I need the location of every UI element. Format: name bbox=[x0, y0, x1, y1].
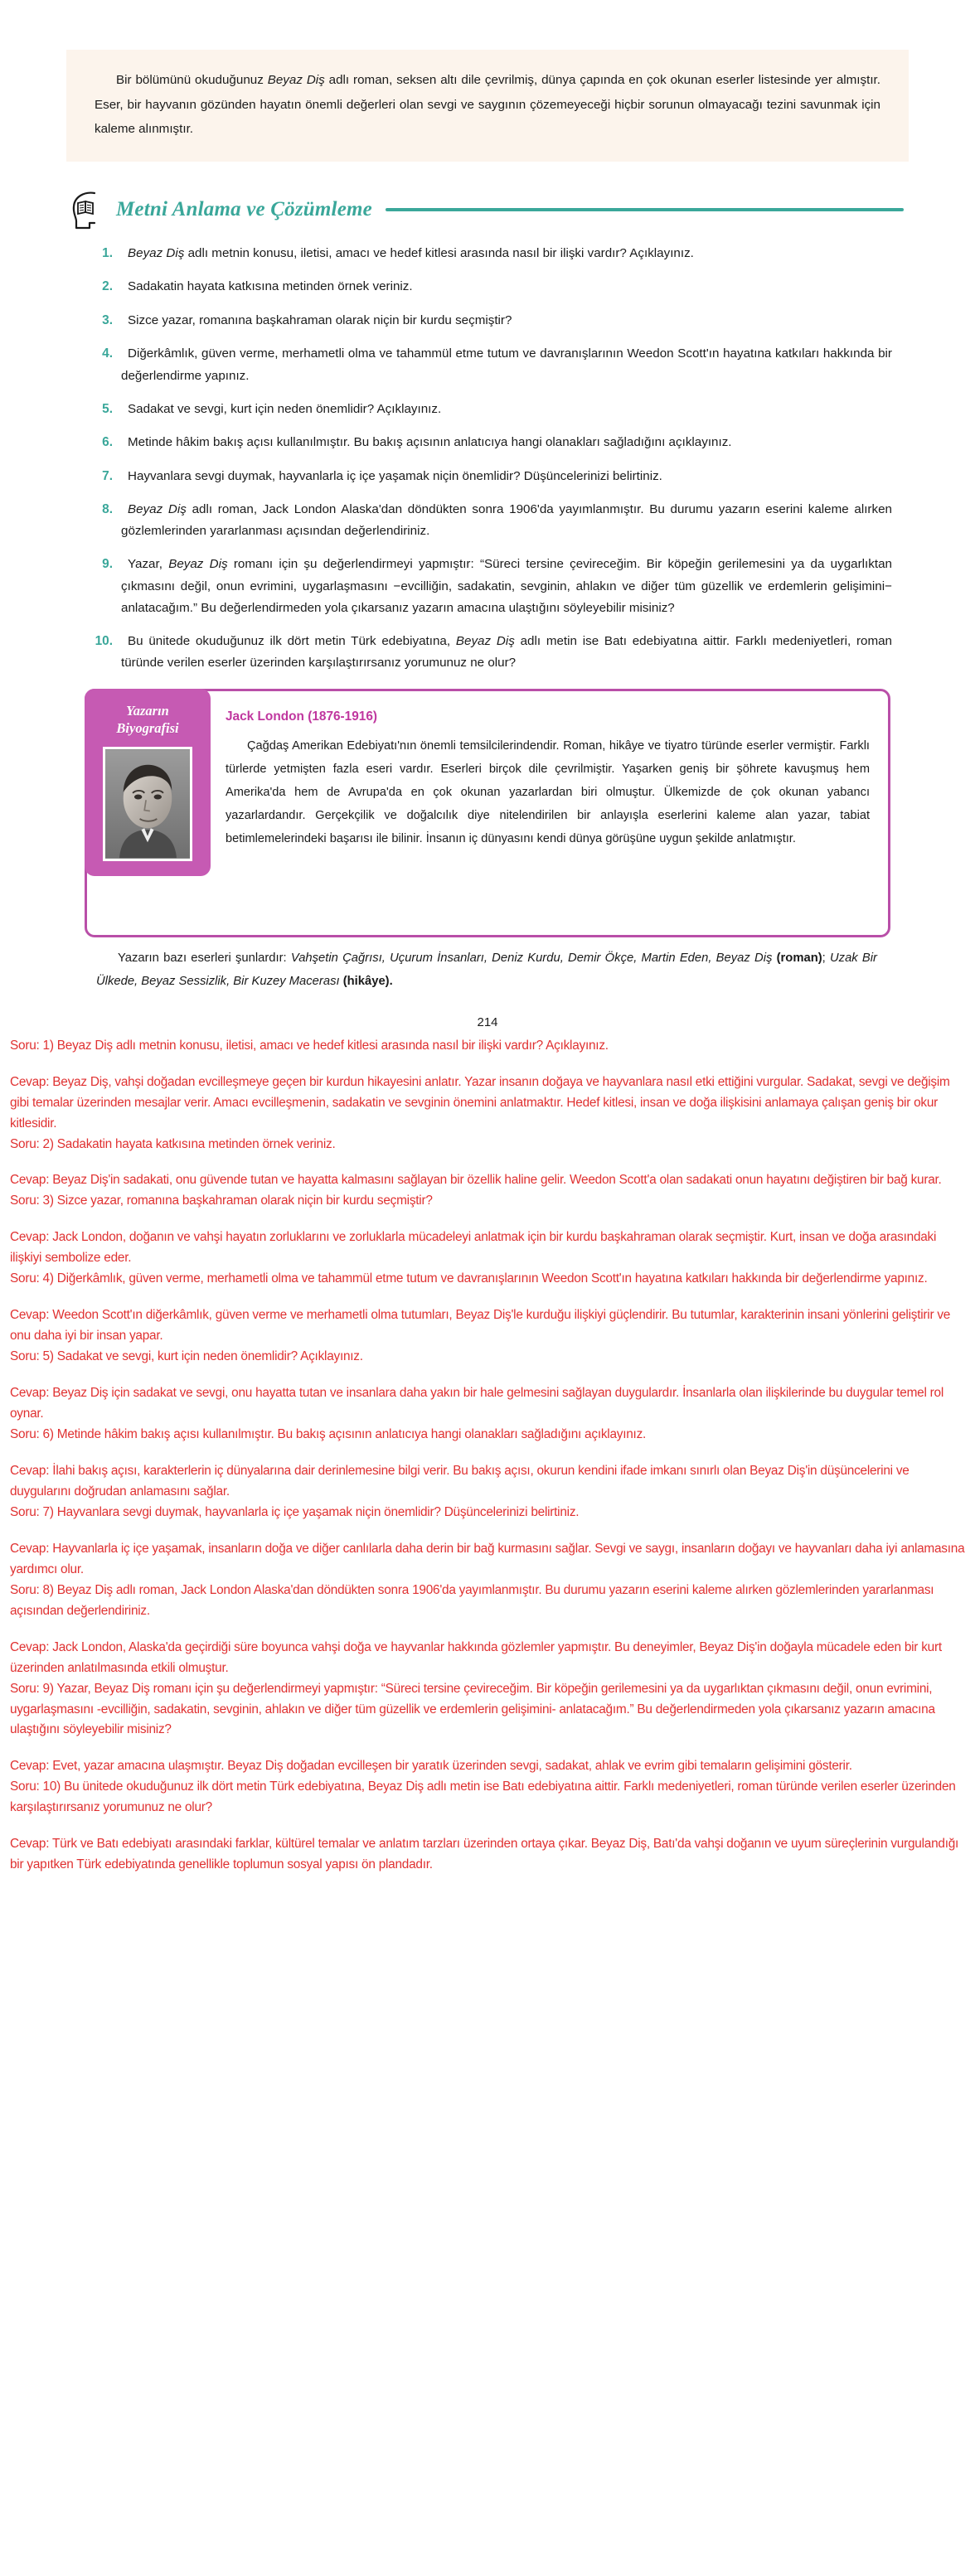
answer-key-section bbox=[0, 1036, 975, 1896]
question-text-pre: Hayvanlara sevgi duymak, hayvanlarla iç içe yaşamak niçin önemlidir? Düşüncelerinizi belirtiniz. bbox=[128, 468, 662, 483]
answer-question: Soru: 9) Yazar, Beyaz Diş romanı için şu değerlendirmeyi yapmıştır: “Süreci tersine çevireceğim. Bir köpeğin gerilemesini ya da uygarlıktan çıkmasını değil, onun evrimini, uygarlaşmasını -evcilliğin, sadakatin, sevginin, ahlakın ve diğer tüm güzellik ve erdemlerin gelişimini- anlatacağım.” Bu değerlendirmeden yola çıkarsanız yazarın amacına ulaştığını söyleyebilir misiniz? bbox=[10, 1681, 935, 1737]
answer-question: Soru: 4) Diğerkâmlık, güven verme, merhametli olma ve tahammül etme tutum ve davranışlarının Weedon Scott'ın hayatına katkıları hakkında bir değerlendirme yapınız. bbox=[10, 1271, 928, 1286]
answer-group bbox=[7, 1777, 968, 1876]
question-text-post: adlı roman, Jack London Alaska'dan döndükten sonra 1906'da yayımlanmıştır. Bu durumu yazarın eserini kaleme alırken gözlemlerinden yararlanması açısından değerlendiriniz. bbox=[121, 502, 892, 539]
question-text bbox=[121, 432, 892, 453]
question-text bbox=[121, 399, 892, 420]
works-separator: ; bbox=[822, 951, 830, 966]
page-number: 214 bbox=[477, 1014, 498, 1029]
biography-panel-title-line2: Biyografisi bbox=[116, 720, 179, 737]
answer-response: Cevap: İlahi bakış açısı, karakterlerin iç dünyalarına dair derinlemesine bilgi verir. Bu bakış açısı, okurun kendini ifade imkanı sınırlı olan Beyaz Diş'in düşüncelerini ve duygularını doğrudan anlamasını sağlar. bbox=[10, 1463, 910, 1499]
intro-highlight-box bbox=[66, 50, 909, 162]
answer-question: Soru: 2) Sadakatin hayata katkısına metinden örnek veriniz. bbox=[10, 1136, 336, 1151]
answer-question: Soru: 3) Sizce yazar, romanına başkahraman olarak niçin bir kurdu seçmiştir? bbox=[10, 1194, 433, 1208]
question-number: 9. bbox=[102, 557, 113, 572]
answer-response: Cevap: Beyaz Diş için sadakat ve sevgi, onu hayatta tutan ve insanlara daha yakın bir hale gelmesini sağlayan duygulardır. İnsanlarla olan ilişkilerinde bu duygular temel rol oynar. bbox=[10, 1386, 944, 1421]
section-rule bbox=[386, 208, 904, 211]
answer-question: Soru: 5) Sadakat ve sevgi, kurt için neden önemlidir? Açıklayınız. bbox=[10, 1349, 363, 1364]
question-text-italic: Beyaz Diş bbox=[168, 557, 228, 572]
biography-text-panel bbox=[211, 691, 888, 935]
question-list bbox=[66, 243, 909, 674]
answer-group bbox=[7, 1036, 968, 1135]
question-item bbox=[85, 310, 892, 332]
works-novels-label: (roman) bbox=[776, 951, 822, 966]
question-number: 7. bbox=[102, 468, 113, 483]
question-text-pre: Bu ünitede okuduğunuz ilk dört metin Türk edebiyatına, bbox=[128, 633, 456, 648]
intro-paragraph bbox=[95, 68, 880, 142]
answer-group bbox=[7, 1679, 968, 1778]
answer-response: Cevap: Weedon Scott'ın diğerkâmlık, güven verme ve merhametli olma tutumları, Beyaz Diş'le kurduğu ilişkiyi güçlendirir. Bu tutumlar, karakterinin insani yönlerini geliştirir ve onu daha iyi bir insan yapar. bbox=[10, 1308, 951, 1344]
biography-panel-title-line1: Yazarın bbox=[126, 703, 169, 719]
question-item bbox=[85, 499, 892, 542]
question-item bbox=[85, 343, 892, 386]
intro-text-part1: Bir bölümünü okuduğunuz bbox=[116, 73, 268, 87]
answer-group bbox=[7, 1347, 968, 1425]
question-number: 10. bbox=[95, 633, 113, 648]
question-item bbox=[85, 399, 892, 420]
question-number: 8. bbox=[102, 502, 113, 517]
question-text-pre: Sizce yazar, romanına başkahraman olarak niçin bir kurdu seçmiştir? bbox=[128, 312, 512, 327]
section-heading bbox=[66, 190, 909, 230]
question-item bbox=[85, 432, 892, 453]
question-text bbox=[121, 310, 892, 332]
question-text-post: romanı için şu değerlendirmeyi yapmıştır: “Süreci tersine çevireceğim. Bir köpeğin gerilemesini ya da uygarlıktan çıkmasını değil, onun evrimini, uygarlaşmasını −evcilliğin, sadakatin, sevginin, ahlakın ve diğer tüm güzellik ve erdemlerin gelişimini− anlatacağım.” Bu değerlendirmeden yola çıkarsanız yazarın amacına ulaştığını söyleyebilir misiniz? bbox=[121, 557, 892, 615]
works-stories-italic: Uzak Bir Ülkede, Beyaz Sessizlik, Bir Kuzey Macerası bbox=[96, 951, 877, 988]
question-text-italic: Beyaz Diş bbox=[128, 245, 185, 260]
question-text bbox=[121, 499, 892, 542]
question-text bbox=[121, 631, 892, 674]
intro-book-title: Beyaz Diş bbox=[267, 73, 325, 87]
question-text bbox=[121, 466, 892, 487]
biography-paragraph: Çağdaş Amerikan Edebiyatı'nın önemli temsilcilerindendir. Roman, hikâye ve tiyatro türünde eserler vermiştir. Farklı türlerde yetmişten fazla eseri vardır. Eserleri birçok dile çevrilmiştir. Yaşarken geniş bir şöhrete kavuşmuş hem Amerika'da hem de Avrupa'da en çok okunan yazarlardan biri olmuştur. Ülkemizde de çok okunan yabancı yazarlardandır. Gerçekçilik ve doğalcılık diye nitelendirilen bir anlayışla eserlerini kaleme alan yazar, tabiat betimlemelerindeki başarısı ile bilinir. İnsanın iç dünyasını kendi dünya görüşüne uygun şekilde anlatmıştır. bbox=[226, 738, 870, 845]
question-number: 3. bbox=[102, 312, 113, 327]
head-with-book-icon bbox=[70, 190, 108, 230]
section-title: Metni Anlama ve Çözümleme bbox=[116, 197, 372, 220]
answer-group bbox=[7, 1191, 968, 1269]
author-name-and-dates: Jack London (1876-1916) bbox=[226, 709, 378, 724]
answer-response: Cevap: Türk ve Batı edebiyatı arasındaki farklar, kültürel temalar ve anlatım tarzları üzerinden ortaya çıkar. Beyaz Diş, Batı'da vahşi doğanın ve uyum süreçlerinin vurgulandığı bir yapıtken Türk edebiyatında genellikle toplumun sosyal yapısı ön plandadır. bbox=[10, 1837, 959, 1872]
answer-question: Soru: 1) Beyaz Diş adlı metnin konusu, iletisi, amacı ve hedef kitlesi arasında nasıl bir ilişki vardır? Açıklayınız. bbox=[10, 1038, 609, 1053]
question-item bbox=[85, 466, 892, 487]
question-text bbox=[121, 276, 892, 298]
answer-question: Soru: 6) Metinde hâkim bakış açısı kullanılmıştır. Bu bakış açısının anlatıcıya hangi olanakları sağladığını açıklayınız. bbox=[10, 1427, 647, 1442]
question-item bbox=[85, 631, 892, 674]
biography-panel-title bbox=[116, 702, 178, 737]
biography-label-panel bbox=[85, 689, 211, 876]
answer-response: Cevap: Beyaz Diş'in sadakati, onu güvende tutan ve hayatta kalmasını sağlayan bir özellik haline gelir. Weedon Scott'a olan sadakati onun hayatını değiştiren bir bağ kurar. bbox=[10, 1173, 942, 1188]
question-text-pre: Yazar, bbox=[128, 557, 169, 572]
question-text bbox=[121, 554, 892, 618]
question-item bbox=[85, 276, 892, 298]
question-text-post: adlı metnin konusu, iletisi, amacı ve hedef kitlesi arasında nasıl bir ilişki vardır? Açıklayınız. bbox=[184, 245, 694, 260]
answer-response: Cevap: Hayvanlarla iç içe yaşamak, insanların doğa ve diğer canlılarla daha derin bir bağ kurmasını sağlar. Sevgi ve saygı, insanların doğayı ve hayvanları daha iyi anlamasına yardımcı olur. bbox=[10, 1541, 965, 1576]
question-text-italic: Beyaz Diş bbox=[128, 502, 187, 517]
works-lead-text: Yazarın bazı eserleri şunlardır: bbox=[118, 951, 291, 966]
question-item bbox=[85, 554, 892, 618]
question-number: 4. bbox=[102, 346, 113, 361]
answer-group bbox=[7, 1425, 968, 1503]
answer-group bbox=[7, 1503, 968, 1581]
question-text-pre: Sadakat ve sevgi, kurt için neden önemlidir? Açıklayınız. bbox=[128, 401, 442, 416]
author-biography-card bbox=[85, 689, 890, 937]
question-text-pre: Diğerkâmlık, güven verme, merhametli olma ve tahammül etme tutum ve davranışlarının Weedon Scott'ın hayatına katkıları hakkında bir değerlendirme yapınız. bbox=[121, 346, 892, 383]
question-text-italic: Beyaz Diş bbox=[455, 633, 515, 648]
answer-question: Soru: 7) Hayvanlara sevgi duymak, hayvanlarla iç içe yaşamak niçin önemlidir? Düşüncelerinizi belirtiniz. bbox=[10, 1504, 580, 1519]
answer-group bbox=[7, 1581, 968, 1679]
answer-group bbox=[7, 1269, 968, 1347]
question-number: 6. bbox=[102, 435, 113, 450]
question-text-pre: Metinde hâkim bakış açısı kullanılmıştır. Bu bakış açısının anlatıcıya hangi olanakları sağladığını açıklayınız. bbox=[128, 435, 732, 450]
works-novels-italic: Vahşetin Çağrısı, Uçurum İnsanları, Deniz Kurdu, Demir Ökçe, Martin Eden, Beyaz Diş bbox=[290, 951, 777, 966]
answer-response: Cevap: Jack London, doğanın ve vahşi hayatın zorluklarını ve zorluklarla mücadeleyi anlatmak için bir kurdu başkahraman olarak seçmiştir. Kurt, insan ve doğa arasındaki ilişkiyi sembolize eder. bbox=[10, 1230, 937, 1266]
works-stories-label: (hikâye). bbox=[342, 974, 393, 988]
question-number: 5. bbox=[102, 401, 113, 416]
answer-response: Cevap: Jack London, Alaska'da geçirdiği süre boyunca vahşi doğa ve hayvanlar hakkında gözlemler yapmıştır. Bu deneyimler, Beyaz Diş'in doğayla mücadele eden bir kurt üzerinden anlatılmasında etkili olmuştur. bbox=[10, 1639, 942, 1675]
answer-question: Soru: 8) Beyaz Diş adlı roman, Jack London Alaska'dan döndükten sonra 1906'da yayımlanmıştır. Bu durumu yazarın eserini kaleme alırken gözlemlerinden yararlanması açısından değerlendiriniz. bbox=[10, 1582, 934, 1618]
question-text-pre: Sadakatin hayata katkısına metinden örnek veriniz. bbox=[128, 279, 413, 294]
textbook-page bbox=[0, 50, 975, 1896]
answer-question: Soru: 10) Bu ünitede okuduğunuz ilk dört metin Türk edebiyatına, Beyaz Diş adlı metin ise Batı edebiyatına aittir. Farklı medeniyetleri, roman türünde verilen eserler üzerinden karşılaştırırsanız yorumunuz ne olur? bbox=[10, 1779, 956, 1815]
answer-group bbox=[7, 1135, 968, 1192]
question-number: 1. bbox=[102, 245, 113, 260]
question-number: 2. bbox=[102, 279, 113, 294]
author-portrait-photo bbox=[103, 747, 192, 861]
question-text-post: adlı metin ise Batı edebiyatına aittir. Farklı medeniyetleri, roman türünde verilen eserler üzerinden karşılaştırırsanız yorumunuz ne olur? bbox=[121, 633, 892, 670]
question-text bbox=[121, 343, 892, 386]
question-text bbox=[121, 243, 892, 264]
answer-response: Cevap: Evet, yazar amacına ulaşmıştır. Beyaz Diş doğadan evcilleşen bir yaratık üzerinden sevgi, sadakat, ahlak ve evrim gibi temaların gelişimini gösterir. bbox=[10, 1759, 852, 1774]
intro-text-part2: adlı roman, seksen altı dile çevrilmiş, dünya çapında en çok okunan eserler listesinde yer almıştır. Eser, bir hayvanın gözünden hayatın önemli değerleri olan sevgi ve saygının çözemeyeceği hiçbir sorunun olmayacağı tezini savunmak için kaleme alınmıştır. bbox=[95, 73, 880, 137]
page-content bbox=[0, 50, 975, 1029]
answer-response: Cevap: Beyaz Diş, vahşi doğadan evcilleşmeye geçen bir kurdun hikayesini anlatır. Yazar insanın doğaya ve hayvanlara nasıl etki ettiğini vurgular. Sadakat, sevgi ve değişim gibi temalar üzerinden mesajlar verir. Amacı evcilleşmenin, sadakatin ve sevginin önemini anlatmaktır. Hedef kitlesi, insan ve doğa ilişkisini anlamaya çalışan geniş bir okur kitlesidir. bbox=[10, 1074, 950, 1131]
author-works-paragraph bbox=[85, 947, 890, 994]
question-item bbox=[85, 243, 892, 264]
